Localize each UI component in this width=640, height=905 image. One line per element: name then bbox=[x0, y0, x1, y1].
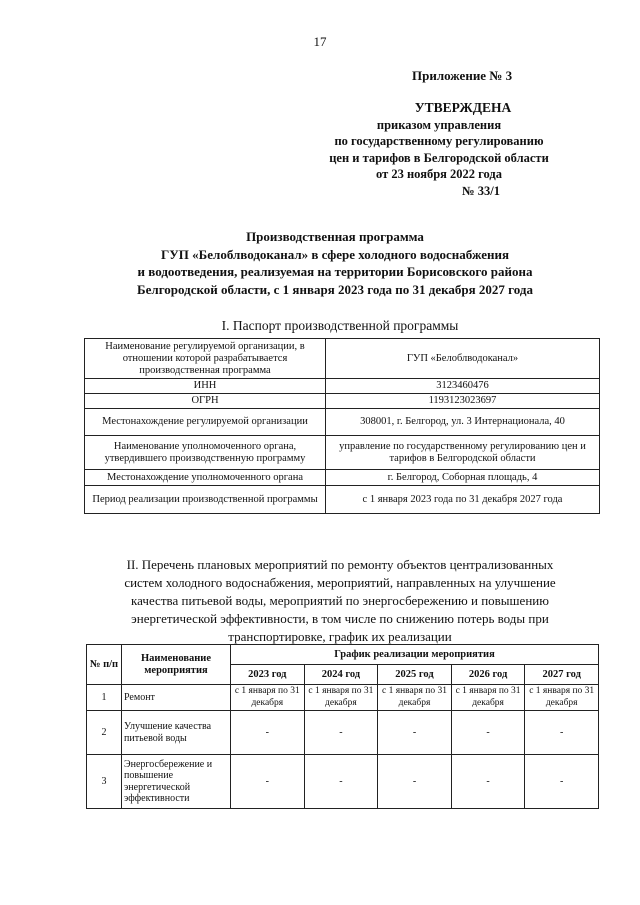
program-title-line: Белгородской области, с 1 января 2023 года по 31 декабря 2027 года bbox=[137, 281, 533, 297]
section2-title-line: качества питьевой воды, мероприятий по энергосбережению и повышению bbox=[131, 593, 549, 608]
section1-title: I. Паспорт производственной программы bbox=[221, 318, 459, 333]
row-cell: - bbox=[451, 755, 525, 809]
row-cell: с 1 января по 31 декабря bbox=[378, 685, 452, 711]
table-row bbox=[87, 711, 599, 755]
row-cell: - bbox=[378, 755, 452, 809]
passport-value: г. Белгород, Соборная площадь, 4 bbox=[326, 470, 600, 486]
col-header-year: 2025 год bbox=[378, 665, 452, 685]
passport-key: ИНН bbox=[85, 379, 326, 394]
row-cell: с 1 января по 31 декабря bbox=[231, 685, 305, 711]
schedule-table bbox=[86, 644, 599, 809]
col-header-num: № п/п bbox=[87, 645, 122, 685]
appendix-label: Приложение № 3 bbox=[412, 68, 513, 83]
table-row bbox=[85, 379, 600, 394]
section2-title-line: транспортировке, график их реализации bbox=[228, 629, 452, 644]
row-cell: с 1 января по 31 декабря bbox=[304, 685, 378, 711]
page-number: 17 bbox=[313, 34, 327, 49]
row-cell: - bbox=[231, 755, 305, 809]
approval-header: УТВЕРЖДЕНА bbox=[414, 100, 512, 115]
section2-title-line: энергетической эффективности, в том числе по снижению потерь воды при bbox=[131, 611, 549, 626]
passport-key: Наименование регулируемой организации, в отношении которой разрабатывается производственная программа bbox=[85, 339, 326, 379]
col-header-year: 2026 год bbox=[451, 665, 525, 685]
passport-table bbox=[84, 338, 600, 514]
approval-line: от 23 ноября 2022 года bbox=[376, 167, 502, 181]
program-title-line: Производственная программа bbox=[246, 229, 424, 244]
table-row bbox=[87, 685, 599, 711]
section2-title-line: II. Перечень плановых мероприятий по ремонту объектов централизованных bbox=[126, 557, 554, 572]
row-cell: - bbox=[378, 711, 452, 755]
passport-value: 3123460476 bbox=[326, 379, 600, 394]
col-header-year: 2024 год bbox=[304, 665, 378, 685]
row-cell: - bbox=[525, 755, 599, 809]
row-cell: - bbox=[451, 711, 525, 755]
table-row bbox=[85, 436, 600, 470]
passport-value: управление по государственному регулированию цен и тарифов в Белгородской области bbox=[326, 436, 600, 470]
table-row bbox=[85, 394, 600, 409]
approval-block bbox=[294, 100, 584, 199]
passport-key: Период реализации производственной программы bbox=[85, 486, 326, 514]
passport-value: с 1 января 2023 года по 31 декабря 2027 года bbox=[326, 486, 600, 514]
row-num: 3 bbox=[87, 755, 122, 809]
table-header-row bbox=[87, 645, 599, 665]
passport-value: 308001, г. Белгород, ул. 3 Интернационала, 40 bbox=[326, 409, 600, 436]
table-row bbox=[85, 470, 600, 486]
program-title bbox=[70, 228, 600, 298]
row-name: Улучшение качества питьевой воды bbox=[122, 711, 231, 755]
approval-line: цен и тарифов в Белгородской области bbox=[329, 150, 549, 165]
section2-title-line: систем холодного водоснабжения, мероприятий, направленных на улучшение bbox=[124, 575, 556, 590]
row-name: Ремонт bbox=[122, 685, 231, 711]
program-title-line: и водоотведения, реализуемая на территории Борисовского района bbox=[137, 264, 533, 279]
row-cell: - bbox=[231, 711, 305, 755]
row-cell: с 1 января по 31 декабря bbox=[525, 685, 599, 711]
section2-title bbox=[86, 556, 594, 646]
col-header-name: Наименование мероприятия bbox=[122, 645, 231, 685]
row-cell: - bbox=[304, 755, 378, 809]
table-row bbox=[87, 755, 599, 809]
passport-key: Наименование уполномоченного органа, утвердившего производственную программу bbox=[85, 436, 326, 470]
table-row bbox=[85, 409, 600, 436]
row-cell: с 1 января по 31 декабря bbox=[451, 685, 525, 711]
row-name: Энергосбережение и повышение энергетической эффективности bbox=[122, 755, 231, 809]
approval-line: по государственному регулированию bbox=[334, 134, 544, 148]
passport-key: Местонахождение регулируемой организации bbox=[85, 409, 326, 436]
col-header-year: 2023 год bbox=[231, 665, 305, 685]
passport-key: Местонахождение уполномоченного органа bbox=[85, 470, 326, 486]
program-title-line: ГУП «Белоблводоканал» в сфере холодного водоснабжения bbox=[160, 246, 510, 262]
col-header-schedule: График реализации мероприятия bbox=[231, 645, 599, 665]
row-cell: - bbox=[525, 711, 599, 755]
row-num: 2 bbox=[87, 711, 122, 755]
row-num: 1 bbox=[87, 685, 122, 711]
passport-value: ГУП «Белоблводоканал» bbox=[326, 339, 600, 379]
passport-value: 1193123023697 bbox=[326, 394, 600, 409]
col-header-year: 2027 год bbox=[525, 665, 599, 685]
approval-line: приказом управления bbox=[376, 117, 502, 132]
table-row bbox=[85, 486, 600, 514]
approval-number: № 33/1 bbox=[462, 183, 500, 198]
row-cell: - bbox=[304, 711, 378, 755]
table-row bbox=[85, 339, 600, 379]
passport-key: ОГРН bbox=[85, 394, 326, 409]
